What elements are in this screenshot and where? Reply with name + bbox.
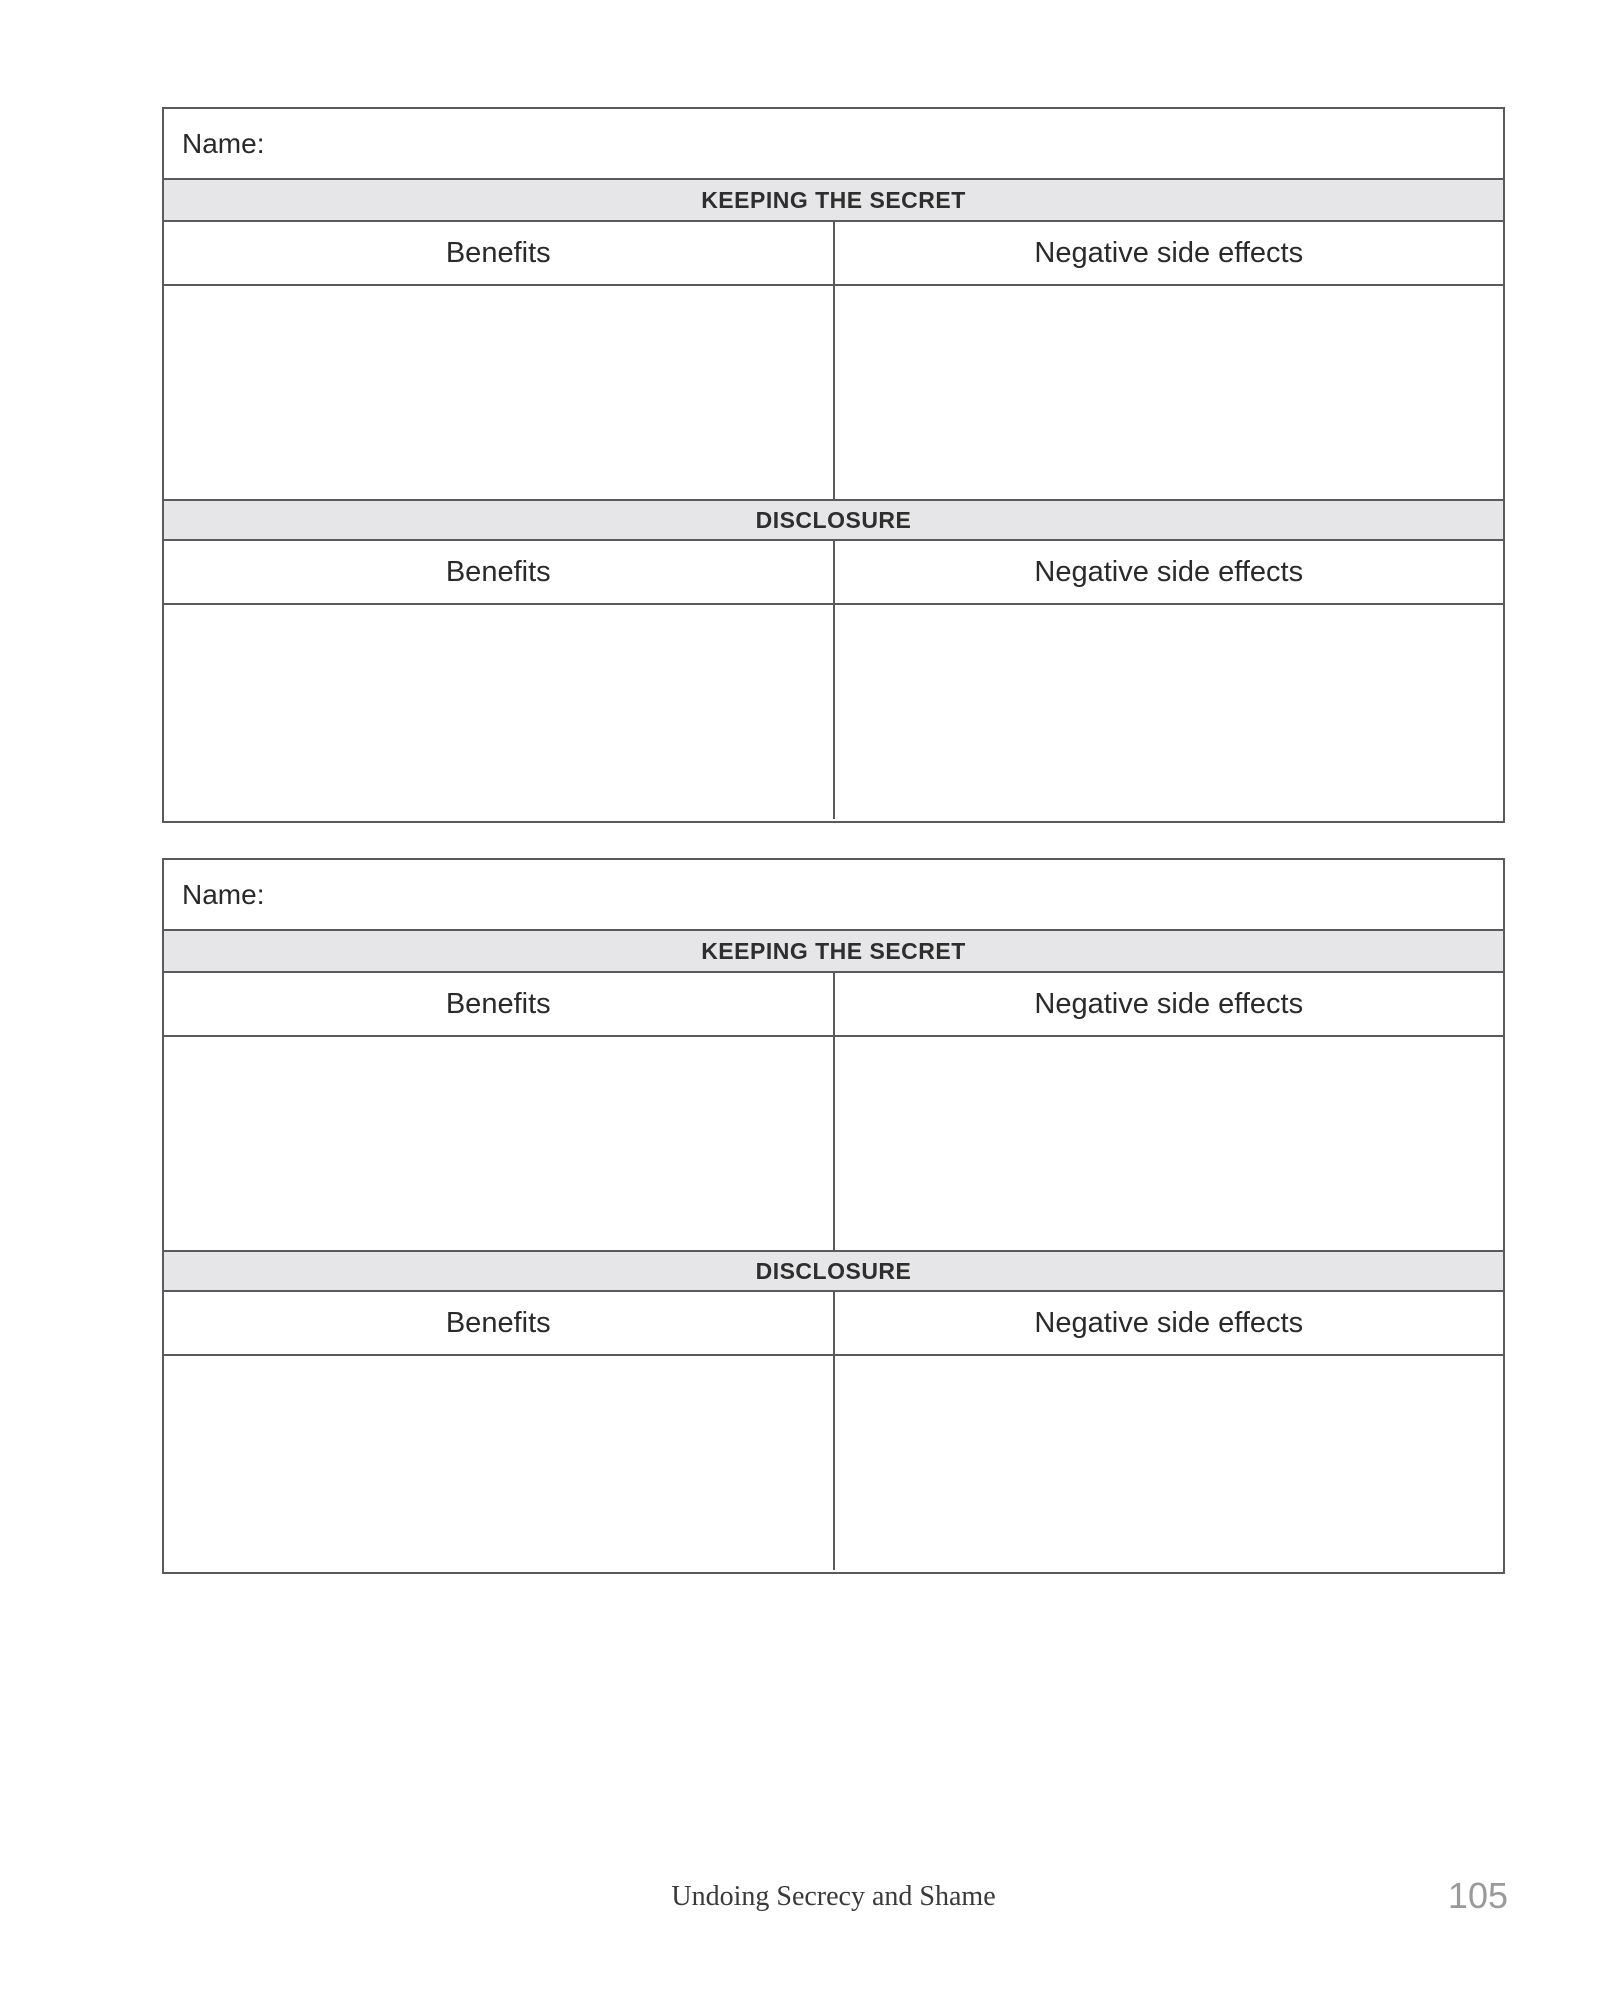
disclosure-column-headers [164,1292,1503,1356]
disclosure-negatives-cell[interactable] [835,1356,1504,1570]
page-number: 105 [1447,1875,1508,1916]
disclosure-column-headers [164,541,1503,605]
keeping-secret-benefits-cell[interactable] [164,286,835,499]
disclosure-benefits-cell[interactable] [164,1356,835,1570]
disclosure-answer-row [164,605,1503,819]
benefits-column-header: Benefits [164,973,835,1035]
keeping-secret-column-headers [164,973,1503,1037]
disclosure-answer-row [164,1356,1503,1570]
disclosure-benefits-cell[interactable] [164,605,835,819]
disclosure-header: DISCLOSURE [164,499,1503,541]
name-field[interactable] [164,860,1503,931]
benefits-column-header: Benefits [164,541,835,603]
keeping-secret-header: KEEPING THE SECRET [164,180,1503,222]
keeping-secret-negatives-cell[interactable] [835,286,1504,499]
keeping-secret-benefits-cell[interactable] [164,1037,835,1250]
keeping-secret-column-headers [164,222,1503,286]
worksheet-1 [162,107,1505,823]
benefits-column-header: Benefits [164,1292,835,1354]
negative-side-effects-column-header: Negative side effects [1034,236,1304,269]
negative-side-effects-column-header: Negative side effects [1034,555,1304,588]
keeping-secret-answer-row [164,1037,1503,1250]
negative-side-effects-column-header: Negative side effects [1034,987,1304,1020]
negative-side-effects-column-header: Negative side effects [1034,1306,1304,1339]
keeping-secret-header: KEEPING THE SECRET [164,931,1503,973]
disclosure-header: DISCLOSURE [164,1250,1503,1292]
keeping-secret-answer-row [164,286,1503,499]
name-label: Name: [182,127,265,159]
worksheet-2 [162,858,1505,1574]
running-footer-title: Undoing Secrecy and Shame [671,1881,996,1912]
keeping-secret-negatives-cell[interactable] [835,1037,1504,1250]
disclosure-negatives-cell[interactable] [835,605,1504,819]
benefits-column-header: Benefits [164,222,835,284]
name-field[interactable] [164,109,1503,180]
name-label: Name: [182,878,265,910]
